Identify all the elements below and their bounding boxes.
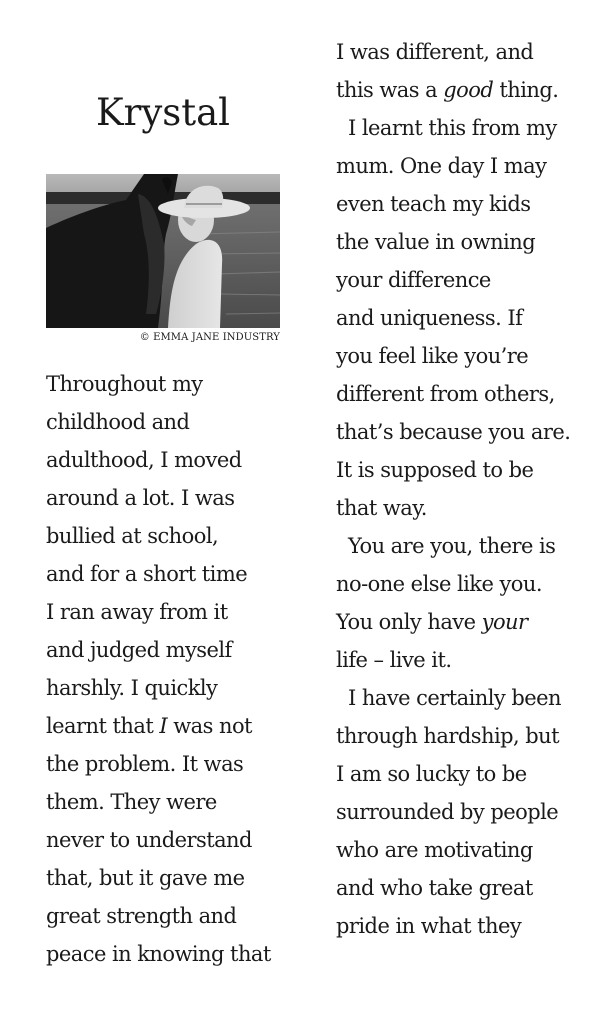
text-line: around a lot. I was [46,486,235,510]
text-line: Throughout my [46,372,203,396]
text-line: childhood and [46,410,190,434]
emphasis: your [481,610,528,634]
emphasis: good [443,78,494,102]
text-line: surrounded by people [336,800,559,824]
text-line: never to understand [46,828,252,852]
text-line: learnt that I was not [46,714,252,738]
text-line: even teach my kids [336,192,531,216]
text-line: you feel like you’re [336,344,529,368]
text-line: this was a good thing. [336,78,559,102]
text-line: your difference [336,268,491,292]
text-line: that way. [336,496,427,520]
text-line: You only have your [336,610,528,634]
text-line: different from others, [336,382,555,406]
text-line: who are motivating [336,838,533,862]
text-line: and who take great [336,876,533,900]
text-line: that, but it gave me [46,866,245,890]
text-line: I was different, and [336,40,534,64]
emphasis: I [159,714,168,738]
text-line: I ran away from it [46,600,228,624]
text-line: life – live it. [336,648,452,672]
photo-image [46,174,280,328]
paragraph-start: I learnt this from my [348,116,557,140]
text-line: through hardship, but [336,724,560,748]
text-line: them. They were [46,790,217,814]
page-title: Krystal [96,91,230,134]
text-line: harshly. I quickly [46,676,218,700]
paragraph-start: You are you, there is [348,534,556,558]
paragraph-start: I have certainly been [348,686,561,710]
body-text-column-right [336,33,570,945]
text-line: and for a short time [46,562,248,586]
text-line: bullied at school, [46,524,219,548]
text-line: I am so lucky to be [336,762,527,786]
text-line: and uniqueness. If [336,306,523,330]
body-text-column-left [46,365,271,973]
photo-credit: © EMMA JANE INDUSTRY [139,332,280,343]
text-line: adulthood, I moved [46,448,242,472]
text-line: the problem. It was [46,752,244,776]
text-line: peace in knowing that [46,942,271,966]
photo-woman-with-horse [46,174,280,328]
text-line: no-one else like you. [336,572,542,596]
text-line: mum. One day I may [336,154,547,178]
text-line: and judged myself [46,638,232,662]
text-line: the value in owning [336,230,536,254]
text-line: great strength and [46,904,237,928]
text-line: pride in what they [336,914,522,938]
text-line: It is supposed to be [336,458,534,482]
text-line: that’s because you are. [336,420,571,444]
